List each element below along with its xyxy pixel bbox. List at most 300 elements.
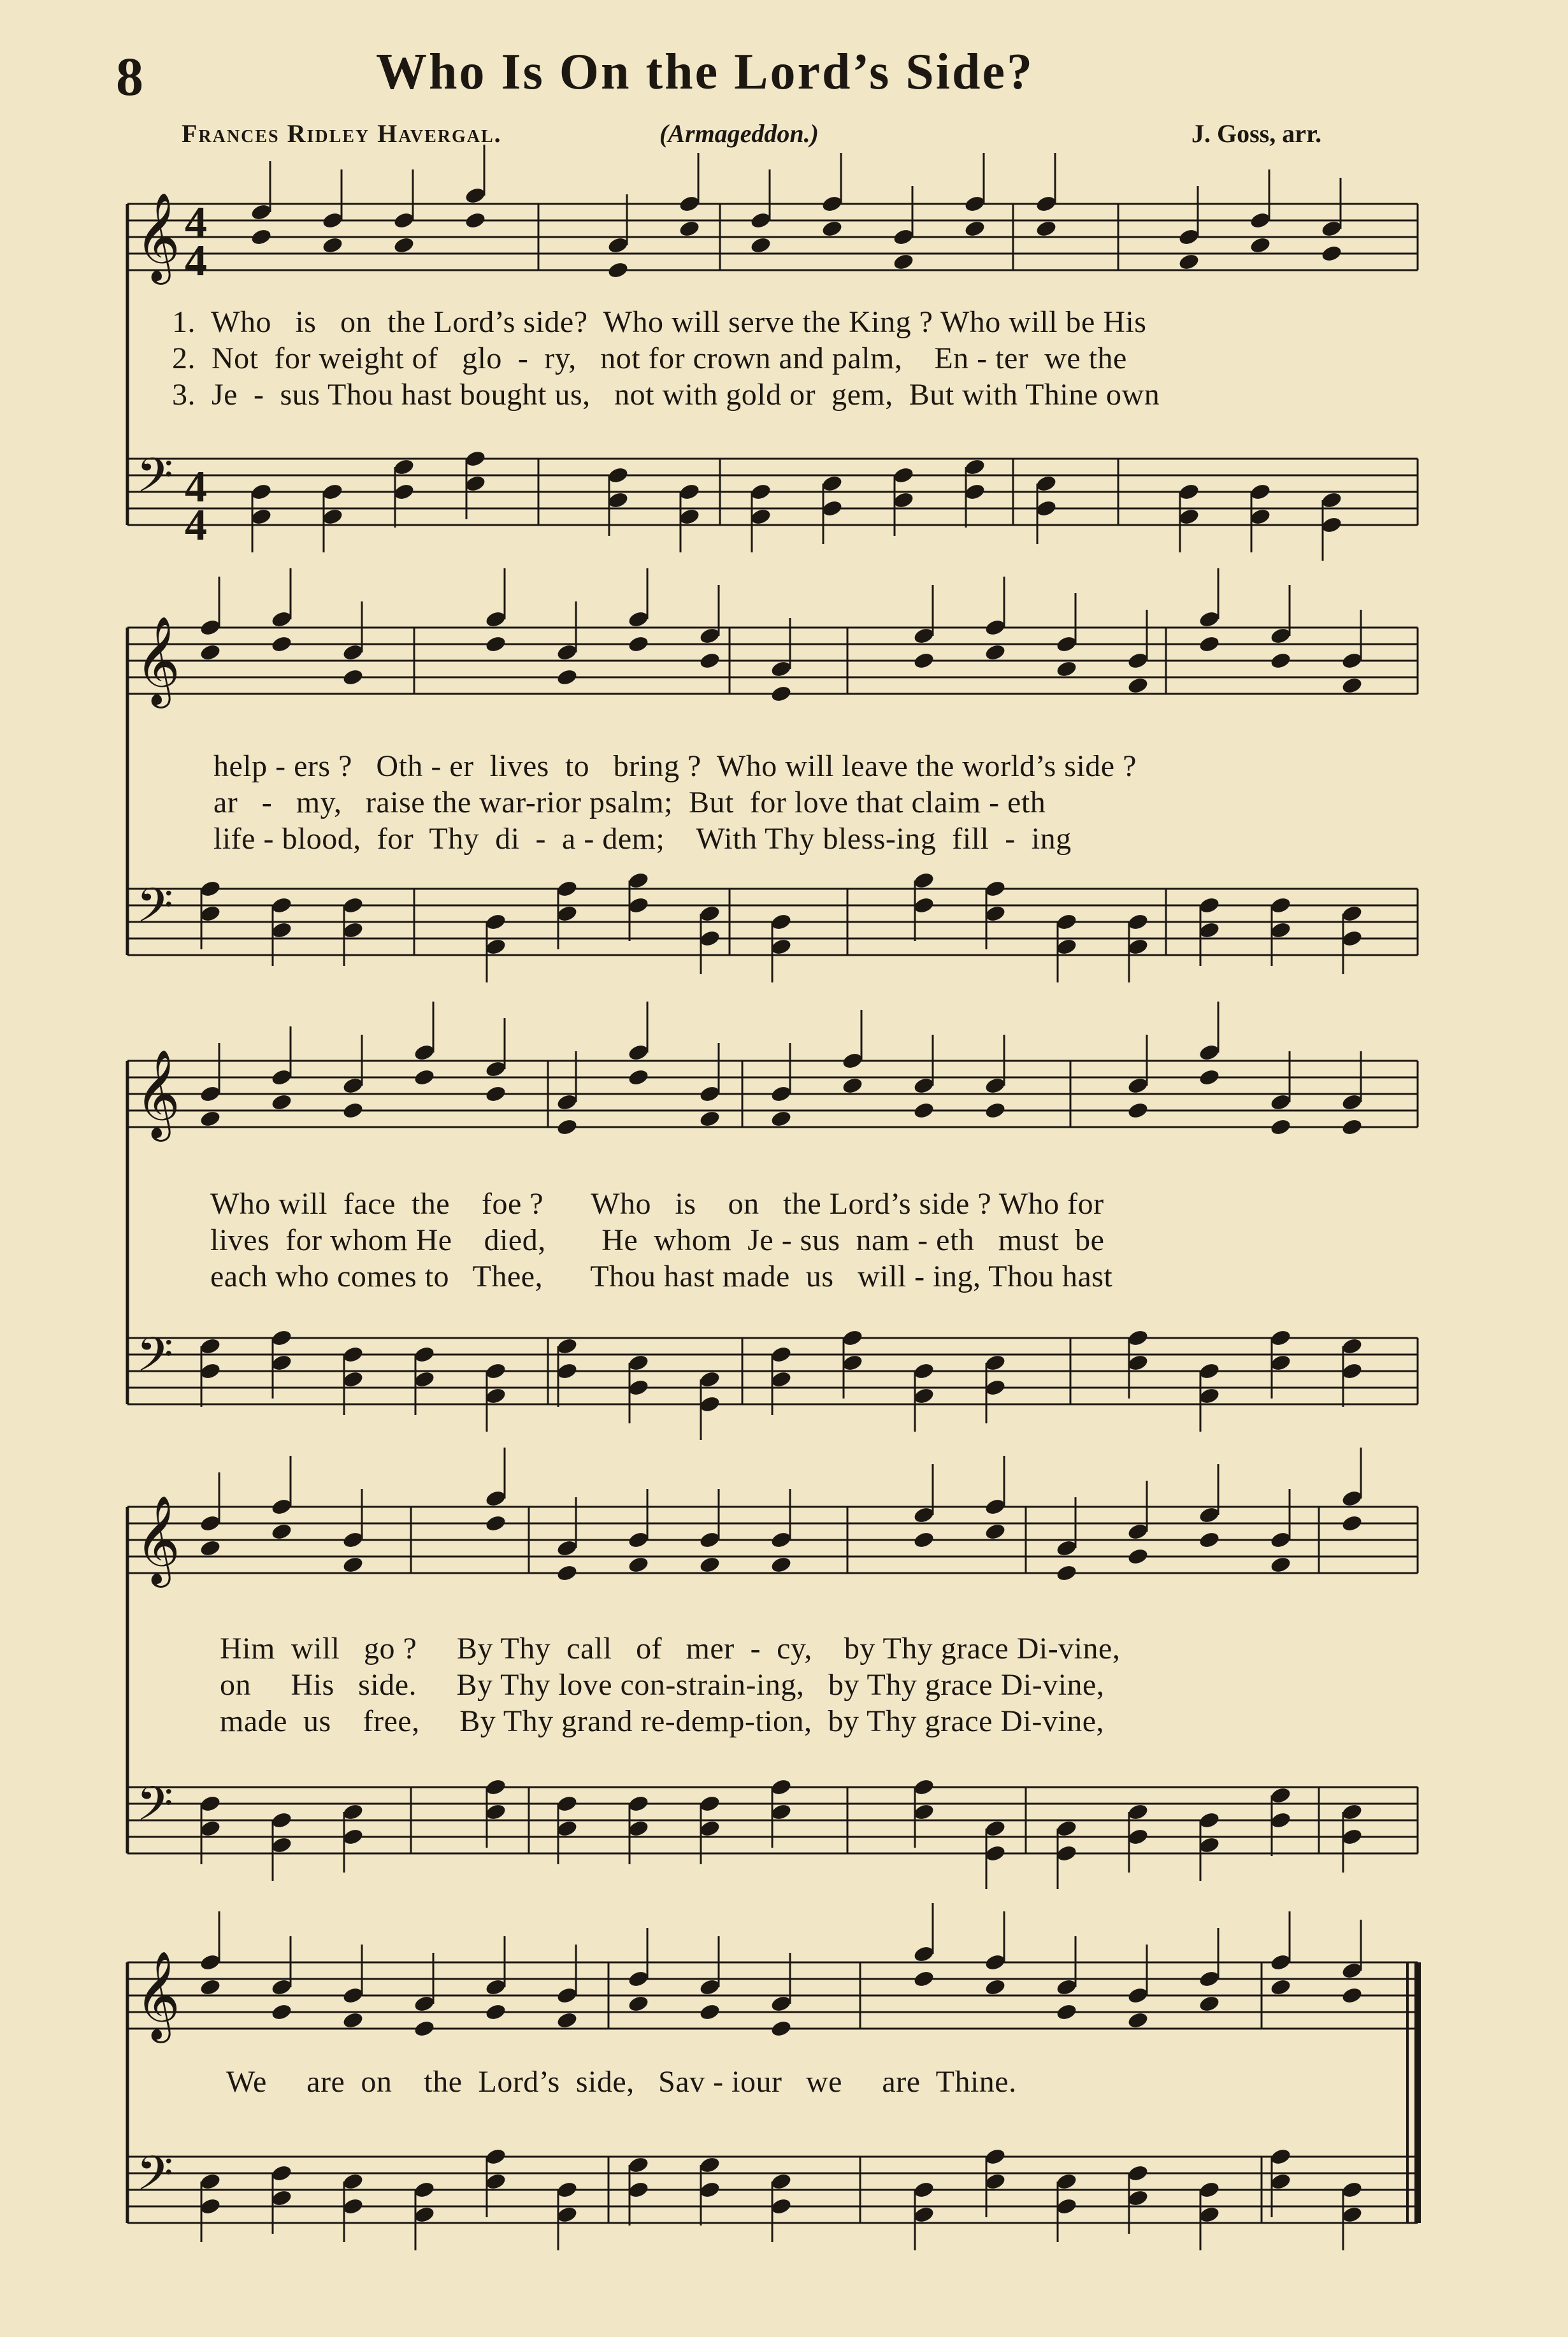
note-head xyxy=(413,2019,435,2038)
note-head xyxy=(627,2155,649,2175)
note-head xyxy=(342,896,364,915)
note-head xyxy=(607,466,629,485)
note-head xyxy=(698,1978,721,1997)
note-head xyxy=(749,236,772,255)
bass-clef-icon: 𝄢 xyxy=(136,1776,173,1843)
note-head xyxy=(270,1353,292,1372)
note-head xyxy=(1269,1530,1291,1550)
note-head xyxy=(984,2172,1006,2191)
note-head xyxy=(1341,1118,1363,1137)
note-head xyxy=(984,618,1006,637)
note-head xyxy=(698,2180,721,2199)
note-head xyxy=(1035,194,1057,213)
note-head xyxy=(484,1084,507,1104)
note-head xyxy=(770,1530,792,1550)
note-head xyxy=(250,482,272,501)
note-head xyxy=(963,482,986,501)
note-head xyxy=(698,1370,721,1389)
note-head xyxy=(1126,1547,1149,1566)
note-head xyxy=(1035,474,1057,493)
note-head xyxy=(1198,1836,1220,1855)
note-head xyxy=(464,186,486,205)
note-head xyxy=(984,879,1006,898)
note-head xyxy=(770,659,792,679)
note-head xyxy=(627,1530,649,1550)
note-head xyxy=(912,1506,935,1525)
note-head xyxy=(1177,252,1200,271)
tune-name: (Armageddon.) xyxy=(659,119,819,148)
note-head xyxy=(342,1555,364,1574)
note-head xyxy=(413,1068,435,1087)
note-head xyxy=(1269,1353,1291,1372)
note-head xyxy=(484,1386,507,1406)
composer-credit: J. Goss, arr. xyxy=(1191,119,1322,148)
note-head xyxy=(484,2003,507,2022)
note-head xyxy=(698,1555,721,1574)
note-head xyxy=(484,2147,507,2166)
note-head xyxy=(342,1076,364,1095)
treble-time-signature-bottom: 4 xyxy=(185,236,207,285)
note-head xyxy=(841,1051,863,1070)
note-head xyxy=(199,1084,221,1104)
note-head xyxy=(270,1497,292,1516)
author-credit: Frances Ridley Havergal. xyxy=(182,119,502,148)
note-head xyxy=(627,1794,649,1813)
note-head xyxy=(484,610,507,629)
note-head xyxy=(892,227,914,247)
note-head xyxy=(342,1101,364,1120)
note-head xyxy=(392,482,415,501)
note-head xyxy=(556,1118,578,1137)
lyric-line: ar - my, raise the war-rior psalm; But for love that claim - eth xyxy=(213,786,1046,819)
lyric-line: made us free, By Thy grand re-demp-tion, by Thy grace Di-vine, xyxy=(220,1704,1105,1738)
note-head xyxy=(199,1978,221,1997)
note-head xyxy=(770,937,792,956)
note-head xyxy=(1269,921,1291,940)
note-head xyxy=(1198,1043,1220,1062)
note-head xyxy=(413,2180,435,2199)
note-head xyxy=(1198,2180,1220,2199)
note-head xyxy=(1055,659,1077,679)
note-head xyxy=(912,1362,935,1381)
note-head xyxy=(413,2205,435,2224)
note-head xyxy=(199,618,221,637)
note-head xyxy=(770,1555,792,1574)
note-head xyxy=(556,2180,578,2199)
note-head xyxy=(464,474,486,493)
note-head xyxy=(556,1794,578,1813)
note-head xyxy=(749,482,772,501)
note-head xyxy=(984,904,1006,923)
note-head xyxy=(484,937,507,956)
note-head xyxy=(556,1564,578,1583)
note-head xyxy=(1269,2172,1291,2191)
note-head xyxy=(270,1978,292,1997)
note-head xyxy=(698,626,721,645)
note-head xyxy=(1341,1802,1363,1822)
note-head xyxy=(199,2172,221,2191)
note-head xyxy=(1341,1093,1363,1112)
note-head xyxy=(627,635,649,654)
note-head xyxy=(556,1986,578,2005)
note-head xyxy=(270,610,292,629)
note-head xyxy=(392,236,415,255)
note-head xyxy=(1341,1514,1363,1533)
note-head xyxy=(1320,491,1342,510)
lyric-line: life - blood, for Thy di - a - dem; With Thy bless-ing fill - ing xyxy=(213,822,1072,856)
note-head xyxy=(984,1953,1006,1972)
note-head xyxy=(984,1522,1006,1541)
note-head xyxy=(199,1953,221,1972)
note-head xyxy=(1035,499,1057,518)
note-head xyxy=(1269,1811,1291,1830)
note-head xyxy=(1055,1539,1077,1558)
note-head xyxy=(556,643,578,662)
note-head xyxy=(1249,482,1271,501)
note-head xyxy=(413,1345,435,1364)
note-head xyxy=(1055,635,1077,654)
note-head xyxy=(1320,244,1342,263)
note-head xyxy=(270,1836,292,1855)
note-head xyxy=(1198,1362,1220,1381)
note-head xyxy=(270,2164,292,2183)
note-head xyxy=(1341,1362,1363,1381)
note-head xyxy=(1126,2189,1149,2208)
note-head xyxy=(199,904,221,923)
note-head xyxy=(199,1362,221,1381)
note-head xyxy=(1341,676,1363,695)
note-head xyxy=(1341,2180,1363,2199)
note-head xyxy=(1126,676,1149,695)
note-head xyxy=(770,1370,792,1389)
note-head xyxy=(413,1370,435,1389)
note-head xyxy=(342,1802,364,1822)
note-head xyxy=(912,1945,935,1964)
note-head xyxy=(342,668,364,687)
note-head xyxy=(821,499,843,518)
note-head xyxy=(250,203,272,222)
note-head xyxy=(749,211,772,230)
note-head xyxy=(698,2155,721,2175)
note-head xyxy=(1341,651,1363,670)
note-head xyxy=(749,507,772,526)
note-head xyxy=(1198,1386,1220,1406)
note-head xyxy=(678,482,700,501)
note-head xyxy=(1269,1786,1291,1805)
note-head xyxy=(1055,2003,1077,2022)
note-head xyxy=(270,1328,292,1348)
note-head xyxy=(1055,1819,1077,1838)
note-head xyxy=(199,879,221,898)
note-head xyxy=(984,1819,1006,1838)
note-head xyxy=(484,1514,507,1533)
note-head xyxy=(770,1994,792,2013)
note-head xyxy=(556,1362,578,1381)
treble-clef-icon: 𝄞 xyxy=(135,1049,180,1138)
note-head xyxy=(1126,1802,1149,1822)
note-head xyxy=(1341,1337,1363,1356)
note-head xyxy=(556,1819,578,1838)
note-head xyxy=(484,635,507,654)
note-head xyxy=(1055,2172,1077,2191)
note-head xyxy=(1341,2205,1363,2224)
note-head xyxy=(1269,1118,1291,1137)
note-head xyxy=(1341,1986,1363,2005)
note-head xyxy=(342,1986,364,2005)
note-head xyxy=(342,1345,364,1364)
note-head xyxy=(1198,1506,1220,1525)
note-head xyxy=(770,1802,792,1822)
treble-clef-icon: 𝄞 xyxy=(135,1495,180,1584)
note-head xyxy=(1126,1101,1149,1120)
note-head xyxy=(392,211,415,230)
note-head xyxy=(678,219,700,238)
note-head xyxy=(342,2172,364,2191)
treble-clef-icon: 𝄞 xyxy=(135,192,180,281)
note-head xyxy=(484,1978,507,1997)
hymn-title: Who Is On the Lord’s Side? xyxy=(376,44,1034,100)
note-head xyxy=(963,194,986,213)
note-head xyxy=(1320,515,1342,535)
note-head xyxy=(199,1539,221,1558)
note-head xyxy=(413,1994,435,2013)
note-head xyxy=(1126,1353,1149,1372)
note-head xyxy=(1249,236,1271,255)
note-head xyxy=(821,219,843,238)
note-head xyxy=(841,1353,863,1372)
note-head xyxy=(770,912,792,931)
note-head xyxy=(892,252,914,271)
note-head xyxy=(342,1370,364,1389)
note-head xyxy=(270,1811,292,1830)
note-head xyxy=(1198,1994,1220,2013)
note-head xyxy=(199,1514,221,1533)
note-head xyxy=(413,1043,435,1062)
note-head xyxy=(199,643,221,662)
note-head xyxy=(1269,1093,1291,1112)
note-head xyxy=(199,1819,221,1838)
note-head xyxy=(1126,1986,1149,2005)
note-head xyxy=(1126,2164,1149,2183)
note-head xyxy=(984,643,1006,662)
note-head xyxy=(270,921,292,940)
note-head xyxy=(1126,1328,1149,1348)
note-head xyxy=(1055,1844,1077,1863)
note-head xyxy=(984,1378,1006,1397)
treble-clef-icon: 𝄞 xyxy=(135,1951,180,2039)
lyric-line: We are on the Lord’s side, Sav - iour we are Thine. xyxy=(226,2065,1017,2099)
note-head xyxy=(556,2205,578,2224)
note-head xyxy=(342,2197,364,2216)
note-head xyxy=(556,904,578,923)
note-head xyxy=(607,491,629,510)
note-head xyxy=(627,1043,649,1062)
lyric-line: each who comes to Thee, Thou hast made us will - ing, Thou hast xyxy=(210,1260,1113,1293)
note-head xyxy=(984,1844,1006,1863)
note-head xyxy=(984,1076,1006,1095)
note-head xyxy=(199,1337,221,1356)
note-head xyxy=(912,626,935,645)
note-head xyxy=(1269,626,1291,645)
note-head xyxy=(698,929,721,948)
note-head xyxy=(199,1794,221,1813)
lyric-line: help - ers ? Oth - er lives to bring ? Who will leave the world’s side ? xyxy=(213,749,1137,783)
note-head xyxy=(607,261,629,280)
note-head xyxy=(912,1969,935,1988)
note-head xyxy=(1055,2197,1077,2216)
note-head xyxy=(556,668,578,687)
note-head xyxy=(484,1802,507,1822)
note-head xyxy=(1198,1811,1220,1830)
note-head xyxy=(1341,1827,1363,1846)
note-head xyxy=(698,651,721,670)
note-head xyxy=(698,904,721,923)
note-head xyxy=(892,491,914,510)
note-head xyxy=(1055,912,1077,931)
note-head xyxy=(270,2189,292,2208)
note-head xyxy=(1198,921,1220,940)
note-head xyxy=(270,635,292,654)
note-head xyxy=(1198,635,1220,654)
note-head xyxy=(984,1353,1006,1372)
note-head xyxy=(1177,507,1200,526)
note-head xyxy=(1341,929,1363,948)
note-head xyxy=(1177,227,1200,247)
note-head xyxy=(912,2180,935,2199)
note-head xyxy=(1177,482,1200,501)
note-head xyxy=(342,2011,364,2030)
note-head xyxy=(1126,937,1149,956)
note-head xyxy=(1055,1564,1077,1583)
note-head xyxy=(270,2003,292,2022)
note-head xyxy=(770,2019,792,2038)
note-head xyxy=(342,921,364,940)
note-head xyxy=(821,474,843,493)
note-head xyxy=(1198,1969,1220,1988)
note-head xyxy=(1269,2147,1291,2166)
note-head xyxy=(627,1969,649,1988)
note-head xyxy=(1341,1489,1363,1508)
note-head xyxy=(627,1555,649,1574)
note-head xyxy=(484,1362,507,1381)
note-head xyxy=(698,1530,721,1550)
note-head xyxy=(912,651,935,670)
note-head xyxy=(270,1093,292,1112)
note-head xyxy=(484,1060,507,1079)
bass-clef-icon: 𝄢 xyxy=(136,2146,173,2213)
note-head xyxy=(627,1819,649,1838)
note-head xyxy=(342,1530,364,1550)
note-head xyxy=(556,1337,578,1356)
note-head xyxy=(698,1819,721,1838)
note-head xyxy=(1341,1961,1363,1980)
note-head xyxy=(1269,1555,1291,1574)
note-head xyxy=(321,236,343,255)
note-head xyxy=(698,1084,721,1104)
note-head xyxy=(984,1978,1006,1997)
note-head xyxy=(199,1109,221,1128)
note-head xyxy=(199,2197,221,2216)
note-head xyxy=(250,507,272,526)
note-head xyxy=(678,507,700,526)
note-head xyxy=(342,643,364,662)
note-head xyxy=(250,227,272,247)
bass-clef-icon: 𝄢 xyxy=(136,448,173,515)
note-head xyxy=(1126,1076,1149,1095)
note-head xyxy=(698,1794,721,1813)
note-head xyxy=(912,1076,935,1095)
page-number: 8 xyxy=(116,46,143,107)
treble-clef-icon: 𝄞 xyxy=(135,616,180,705)
note-head xyxy=(698,1395,721,1414)
note-head xyxy=(627,896,649,915)
note-head xyxy=(770,1778,792,1797)
note-head xyxy=(627,1068,649,1087)
note-head xyxy=(321,507,343,526)
note-head xyxy=(1269,1328,1291,1348)
note-head xyxy=(1269,1953,1291,1972)
note-head xyxy=(627,1994,649,2013)
note-head xyxy=(627,871,649,890)
note-head xyxy=(556,1093,578,1112)
note-head xyxy=(770,2197,792,2216)
note-head xyxy=(770,1345,792,1364)
note-head xyxy=(1055,937,1077,956)
note-head xyxy=(1035,219,1057,238)
note-head xyxy=(1126,1522,1149,1541)
note-head xyxy=(1269,1978,1291,1997)
note-head xyxy=(1198,610,1220,629)
note-head xyxy=(627,1353,649,1372)
note-head xyxy=(984,1101,1006,1120)
note-head xyxy=(270,1522,292,1541)
note-head xyxy=(821,194,843,213)
note-head xyxy=(1249,507,1271,526)
note-head xyxy=(912,871,935,890)
note-head xyxy=(963,457,986,477)
lyric-line: Who will face the foe ? Who is on the Lord’s side ? Who for xyxy=(210,1187,1104,1221)
note-head xyxy=(698,2003,721,2022)
lyric-line: 2. Not for weight of glo - ry, not for crown and palm, En - ter we the xyxy=(172,342,1127,375)
note-head xyxy=(342,1827,364,1846)
note-head xyxy=(1055,1978,1077,1997)
note-head xyxy=(556,879,578,898)
note-head xyxy=(464,211,486,230)
note-head xyxy=(912,1530,935,1550)
note-head xyxy=(841,1076,863,1095)
note-head xyxy=(1198,896,1220,915)
note-head xyxy=(464,449,486,468)
note-head xyxy=(770,2172,792,2191)
lyric-line: on His side. By Thy love con-strain-ing, by Thy grace Di-vine, xyxy=(220,1668,1105,1702)
note-head xyxy=(1320,219,1342,238)
note-head xyxy=(1126,1827,1149,1846)
bass-time-signature-top: 4 xyxy=(185,463,207,512)
note-head xyxy=(1269,896,1291,915)
note-head xyxy=(1249,211,1271,230)
note-head xyxy=(1198,2205,1220,2224)
note-head xyxy=(321,482,343,501)
lyric-line: Him will go ? By Thy call of mer - cy, by Thy grace Di-vine, xyxy=(220,1632,1121,1665)
note-head xyxy=(1198,1068,1220,1087)
note-head xyxy=(1126,651,1149,670)
note-head xyxy=(556,2011,578,2030)
note-head xyxy=(1126,912,1149,931)
note-head xyxy=(627,610,649,629)
note-head xyxy=(963,219,986,238)
note-head xyxy=(912,1101,935,1120)
note-head xyxy=(678,194,700,213)
